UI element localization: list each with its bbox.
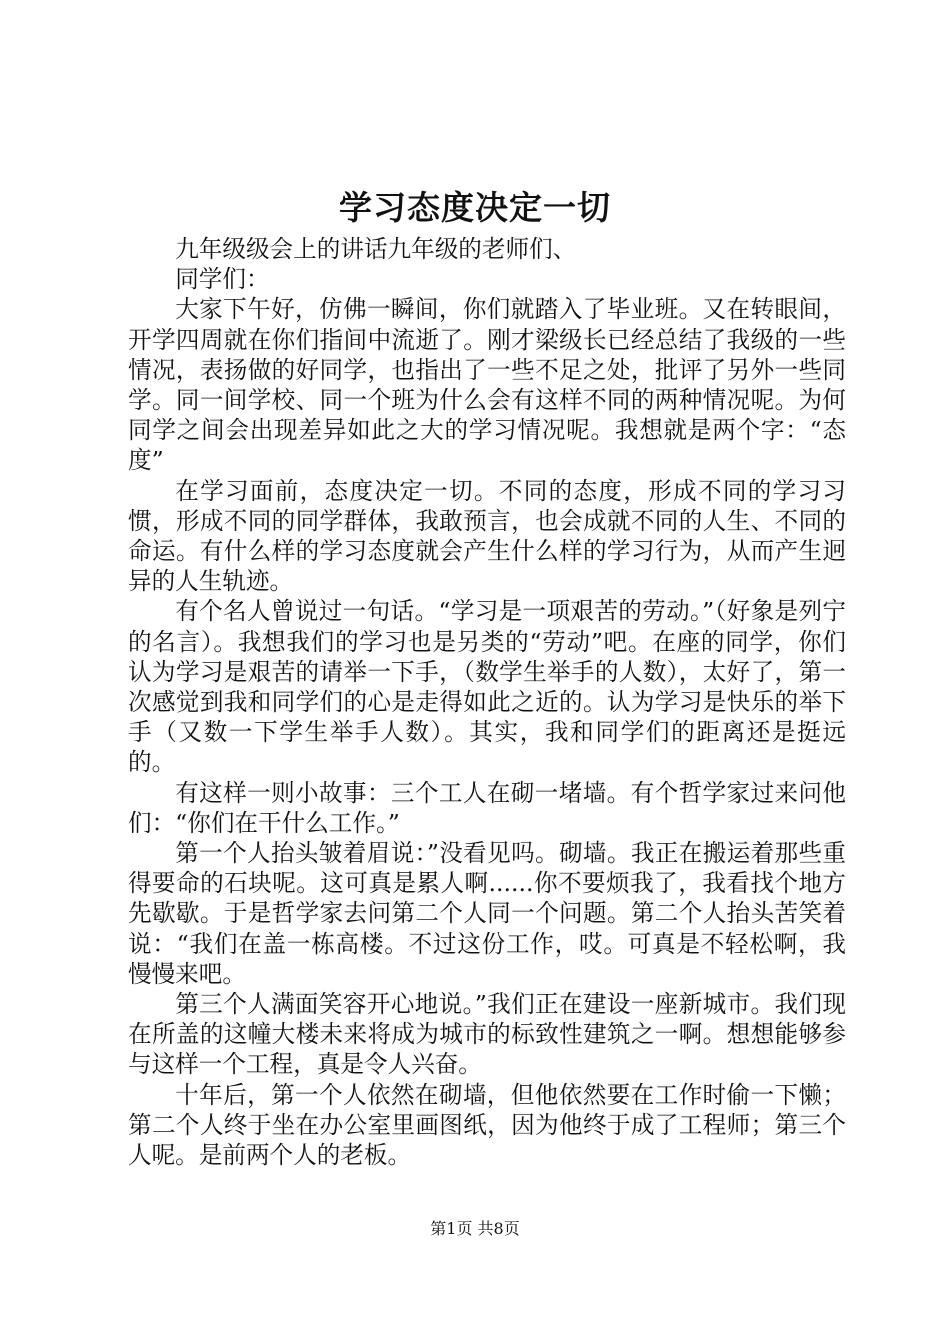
paragraph-opening: 大家下午好，仿佛一瞬间，你们就踏入了毕业班。又在转眼间，开学四周就在你们指间中流逝了。刚才梁级长已经总结了我级的一些情况，表扬做的好同学，也指出了一些不足之处，批评了另外一些同学。同一间学校、同一个班为什么会有这样不同的两种情况呢。为何同学之间会出现差异如此之大的学习情况呢。我想就是两个字：“态度” bbox=[128, 295, 846, 475]
paragraph-greeting-line-1: 九年级级会上的讲话九年级的老师们、 bbox=[175, 235, 577, 263]
paragraph-greeting-line-2: 同学们： bbox=[175, 265, 270, 294]
document-title: 学习态度决定一切 bbox=[339, 188, 611, 227]
paragraph-story-intro: 有这样一则小故事：三个工人在砌一堵墙。有个哲学家过来问他们：“你们在干什么工作。” bbox=[128, 778, 846, 837]
paragraph-quote: 有个名人曾说过一句话。“学习是一项艰苦的劳动。”（好象是列宁的名言）。我想我们的学习也是另类的“劳动”吧。在座的同学，你们认为学习是艰苦的请举一下手，（数学生举手的人数），太好了，第一次感觉到我和同学们的心是走得如此之近的。认为学习是快乐的举下手（又数一下学生举手人数）。其实，我和同学们的距离还是挺远的。 bbox=[128, 597, 846, 777]
paragraph-attitude: 在学习面前，态度决定一切。不同的态度，形成不同的学习习惯，形成不同的同学群体，我敢预言，也会成就不同的人生、不同的命运。有什么样的学习态度就会产生什么样的学习行为，从而产生迥异的人生轨迹。 bbox=[128, 476, 846, 596]
paragraph-first-worker: 第一个人抬头皱着眉说：”没看见吗。砌墙。我正在搬运着那些重得要命的石块呢。这可真是累人啊......你不要烦我了，我看找个地方先歇歇。于是哲学家去问第二个人同一个问题。第二个人抬头苦笑着说：“我们在盖一栋高楼。不过这份工作，哎。可真是不轻松啊，我慢慢来吧。 bbox=[128, 839, 846, 988]
paragraph-third-worker: 第三个人满面笑容开心地说。”我们正在建设一座新城市。我们现在所盖的这幢大楼未来将成为城市的标致性建筑之一啊。想想能够参与这样一个工程，真是令人兴奋。 bbox=[128, 990, 846, 1079]
page-footer: 第1页 共8页 bbox=[430, 1219, 520, 1238]
paragraph-ten-years-later: 十年后，第一个人依然在砌墙，但他依然要在工作时偷一下懒；第二个人终于坐在办公室里画图纸，因为他终于成了工程师；第三个人呢。是前两个人的老板。 bbox=[128, 1080, 846, 1170]
document-body bbox=[128, 234, 846, 1170]
